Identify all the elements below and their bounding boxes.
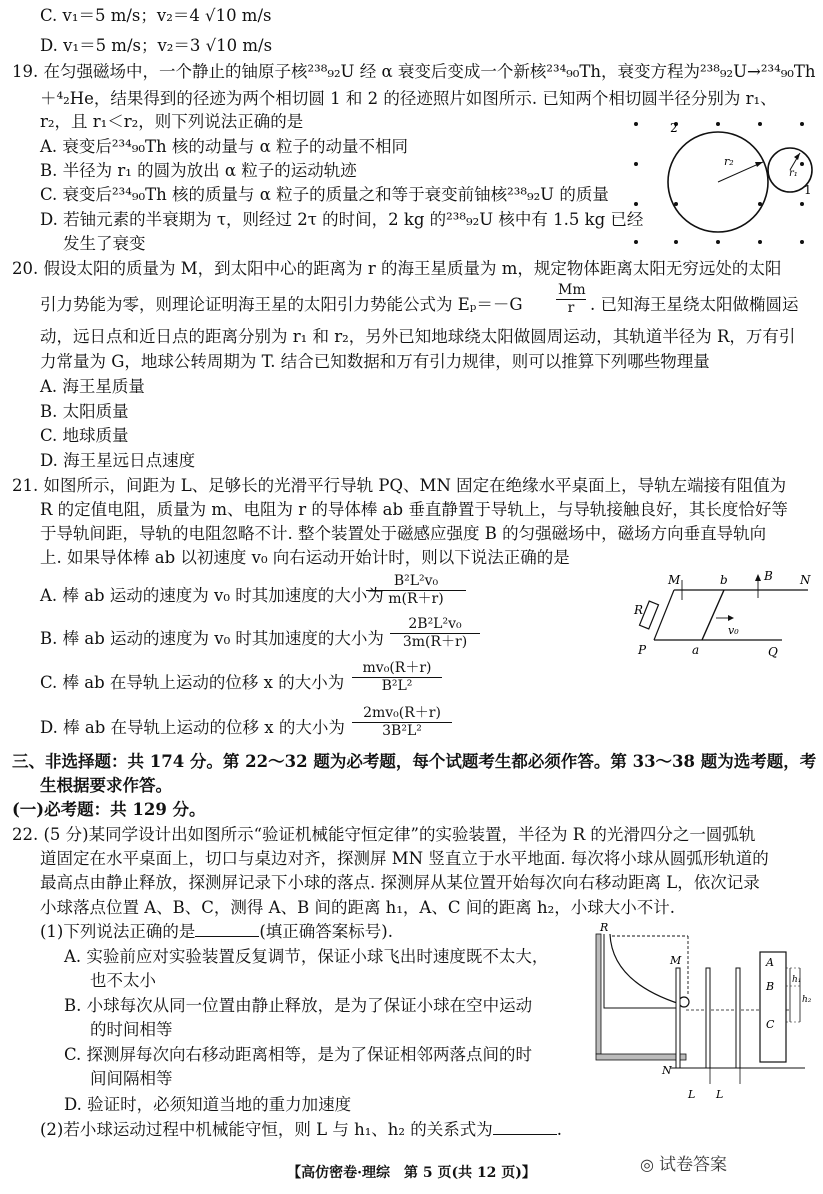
q19-option-d-cont: 发生了衰变 <box>63 234 146 253</box>
q19-option-b: B. 半径为 r₁ 的圆为放出 α 粒子的运动轨迹 <box>40 161 357 180</box>
q19-stem-1: 19. 在匀强磁场中，一个静止的铀原子核²³⁸₉₂U 经 α 衰变后变成一个新核²³⁴₉₀Th，衰变方程为²³⁸₉₂U→²³⁴₉₀Th <box>12 62 816 81</box>
q22-option-d: D. 验证时，必须知道当地的重力加速度 <box>64 1095 352 1114</box>
ep-denominator: r <box>567 300 575 316</box>
fig21-label-P: P <box>638 643 647 657</box>
q19-stem-2: ＋⁴₂He，结果得到的径迹为两个相切圆 1 和 2 的径迹照片如图所示. 已知两个相切圆半径分别为 r₁、 <box>40 89 777 108</box>
q20-option-b: B. 太阳质量 <box>40 402 129 421</box>
q18-option-d: D. v₁＝5 m/s；v₂＝3 √10 m/s <box>40 36 273 55</box>
q19-option-c: C. 衰变后²³⁴₉₀Th 核的质量与 α 粒子的质量之和等于衰变前铀核²³⁸₉₂U 的质量 <box>40 185 609 204</box>
q21-stem-3: 于导轨间距，导轨的电阻忽略不计. 整个装置处于磁感应强度 B 的匀强磁场中，磁场方向垂直导轨向 <box>40 524 767 543</box>
q20-stem-3: 动，远日点和近日点的距离分别为 r₁ 和 r₂，另外已知地球绕太阳做圆周运动，其轨道半径为 R，万有引 <box>40 327 796 346</box>
q22-stem-2: 道固定在水平桌面上，切口与桌边对齐，探测屏 MN 竖直立于水平地面. 每次将小球从圆弧形轨道的 <box>40 849 769 868</box>
q20-option-c: C. 地球质量 <box>40 426 129 445</box>
q22-stem-3: 最高点由静止释放，探测屏记录下小球的落点. 探测屏从某位置开始每次向右移动距离 L，依次记录 <box>40 873 760 892</box>
fig22-label-M: M <box>670 954 682 967</box>
fig19-label-r1: r₁ <box>789 168 798 179</box>
q18-option-c: C. v₁＝5 m/s；v₂＝4 √10 m/s <box>40 6 272 25</box>
d-numerator: 2mv₀(R＋r) <box>352 705 452 723</box>
a-numerator: B²L²v₀ <box>366 573 466 591</box>
fig22-label-A: A <box>766 956 774 969</box>
subsection-heading: (一)必考题：共 129 分。 <box>12 800 206 819</box>
fig21-label-Q: Q <box>768 645 778 659</box>
q21-d-fraction <box>352 705 452 740</box>
q22-part2-text: (2)若小球运动过程中机械能守恒，则 L 与 h₁、h₂ 的关系式为 <box>40 1120 493 1139</box>
fig19-label-r2: r₂ <box>724 155 734 168</box>
q22-figure <box>590 922 812 1102</box>
q22-option-c-cont: 间间隔相等 <box>90 1069 173 1088</box>
q21-c-fraction <box>352 660 442 695</box>
fig21-label-M: M <box>668 573 681 587</box>
q22-stem-4: 小球落点位置 A、B、C，测得 A、B 间的距离 h₁，A、C 间的距离 h₂，小球大小不计. <box>40 898 675 917</box>
fig22-label-N: N <box>662 1064 672 1077</box>
fig21-label-a: a <box>692 643 700 657</box>
q20-stem-2b: . 已知海王星绕太阳做椭圆运 <box>590 295 799 314</box>
q21-figure <box>630 568 810 658</box>
fig21-label-B: B <box>764 569 773 583</box>
fig22-label-h2: h₂ <box>802 995 812 1005</box>
wechat-icon: ◎ <box>640 1155 660 1174</box>
fig22-label-R: R <box>600 921 609 934</box>
q19-stem-3: r₂，且 r₁＜r₂，则下列说法正确的是 <box>40 112 304 131</box>
q20-ep-fraction <box>556 282 586 317</box>
c-numerator: mv₀(R＋r) <box>352 660 442 678</box>
d-denominator: 3B²L² <box>382 723 422 739</box>
section-3-heading-1: 三、非选择题：共 174 分。第 22～32 题为必考题，每个试题考生都必须作答。第 33～38 题为选考题，考 <box>12 752 817 771</box>
q21-b-fraction <box>390 616 480 651</box>
q19-option-d: D. 若铀元素的半衰期为 τ，则经过 2τ 的时间，2 kg 的²³⁸₉₂U 核中有 1.5 kg 已经 <box>40 210 644 229</box>
q21-a-fraction <box>366 573 466 608</box>
fig21-label-N: N <box>800 573 811 587</box>
b-denominator: 3m(R＋r) <box>402 634 468 650</box>
q22-option-a: A. 实验前应对实验装置反复调节，保证小球飞出时速度既不太大， <box>64 947 549 966</box>
fig22-label-C: C <box>766 1018 775 1031</box>
q20-stem-1: 20. 假设太阳的质量为 M，到太阳中心的距离为 r 的海王星质量为 m，规定物体距离太阳无穷远处的太阳 <box>12 259 782 278</box>
fig22-label-h1: h₁ <box>792 975 802 985</box>
ep-numerator: Mm <box>558 282 586 298</box>
q21-stem-2: R 的定值电阻，质量为 m、电阻为 r 的导体棒 ab 垂直静置于导轨上，与导轨接触良好，其长度恰好等 <box>40 500 788 519</box>
watermark-text: 试卷答案 <box>659 1155 728 1175</box>
fig21-label-v0: v₀ <box>728 624 739 637</box>
fig19-label-2: 2 <box>670 121 678 135</box>
q22-part1 <box>40 920 393 944</box>
q20-stem-2a: 引力势能为零，则理论证明海王星的太阳引力势能公式为 Eₚ＝－G <box>40 295 523 314</box>
q22-part2-suffix: . <box>556 1120 563 1139</box>
fig22-label-B: B <box>766 980 775 993</box>
page-footer: 【高仿密卷·理综 第 5 页(共 12 页)】 <box>287 1165 536 1181</box>
q22-option-b-cont: 的时间相等 <box>90 1020 173 1039</box>
fig22-label-L2: L <box>716 1088 724 1101</box>
q22-option-c: C. 探测屏每次向右移动距离相等，是为了保证相邻两落点间的时 <box>64 1045 533 1064</box>
q21-option-d: D. 棒 ab 在导轨上运动的位移 x 的大小为 <box>40 718 345 737</box>
fig21-label-b: b <box>720 573 728 587</box>
q21-stem-1: 21. 如图所示，间距为 L、足够长的光滑平行导轨 PQ、MN 固定在绝缘水平桌面上，导轨左端接有阻值为 <box>12 476 787 495</box>
q22-part1-suffix: (填正确答案标号). <box>259 922 393 941</box>
q20-option-a: A. 海王星质量 <box>40 377 145 396</box>
c-denominator: B²L² <box>381 678 413 694</box>
q19-figure <box>628 120 813 250</box>
q20-stem-4: 力常量为 G，地球公转周期为 T. 结合已知数据和万有引力规律，则可以推算下列哪些物理量 <box>40 352 710 371</box>
q22-part1-blank <box>195 936 259 937</box>
section-3-heading-2: 生根据要求作答。 <box>40 776 172 795</box>
watermark <box>640 1150 727 1175</box>
q22-option-a-cont: 也不太小 <box>90 971 156 990</box>
q19-option-a: A. 衰变后²³⁴₉₀Th 核的动量与 α 粒子的动量不相同 <box>40 137 408 156</box>
q21-option-c: C. 棒 ab 在导轨上运动的位移 x 的大小为 <box>40 673 345 692</box>
q22-part1-text: (1)下列说法正确的是 <box>40 922 196 941</box>
q21-stem-4: 上. 如果导体棒 ab 以初速度 v₀ 向右运动开始计时，则以下说法正确的是 <box>40 548 570 567</box>
fig21-label-R: R <box>634 603 644 617</box>
q22-part2-blank <box>493 1134 557 1135</box>
fig22-label-L1: L <box>688 1088 696 1101</box>
fig19-label-1: 1 <box>804 183 812 197</box>
q22-option-b: B. 小球每次从同一位置由静止释放，是为了保证小球在空中运动 <box>64 996 533 1015</box>
q22-part2 <box>40 1118 562 1142</box>
b-numerator: 2B²L²v₀ <box>390 616 480 634</box>
a-denominator: m(R＋r) <box>388 591 444 607</box>
q21-option-b: B. 棒 ab 运动的速度为 v₀ 时其加速度的大小为 <box>40 629 384 648</box>
q21-option-a: A. 棒 ab 运动的速度为 v₀ 时其加速度的大小为 <box>40 586 384 605</box>
q20-option-d: D. 海王星远日点速度 <box>40 451 196 470</box>
q22-stem-1: 22. (5 分)某同学设计出如图所示“验证机械能守恒定律”的实验装置，半径为 R 的光滑四分之一圆弧轨 <box>12 825 756 844</box>
